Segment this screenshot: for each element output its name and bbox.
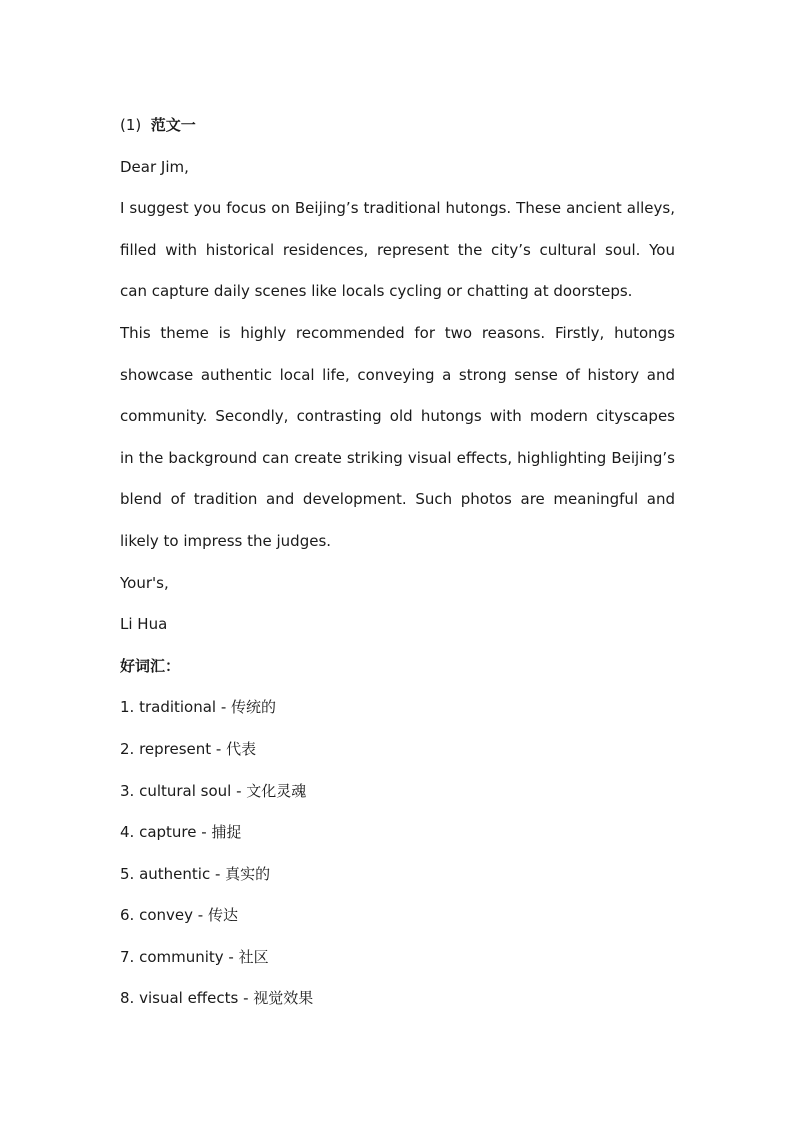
paragraph-line: community. Secondly, contrasting old hutongs with modern cityscapes — [120, 407, 675, 426]
section-title: 范文一 — [150, 116, 196, 134]
vocab-item: 6. convey - 传达 — [120, 906, 238, 925]
document-body — [120, 105, 675, 1020]
vocab-item: 4. capture - 捕捉 — [120, 823, 242, 842]
paragraph-line: showcase authentic local life, conveying a strong sense of history and — [120, 365, 675, 384]
vocab-item: 7. community - 社区 — [120, 947, 269, 966]
letter-greeting: Dear Jim, — [120, 157, 189, 176]
vocab-item: 2. represent - 代表 — [120, 739, 257, 758]
letter-signature: Li Hua — [120, 615, 168, 634]
paragraph-line: This theme is highly recommended for two reasons. Firstly, hutongs — [120, 323, 675, 342]
letter-paragraph-2 — [120, 313, 675, 563]
letter-paragraph-1 — [120, 188, 675, 313]
vocab-item: 3. cultural soul - 文化灵魂 — [120, 781, 307, 800]
paragraph-line: I suggest you focus on Beijing’s traditional hutongs. These ancient alleys, — [120, 199, 675, 218]
section-heading — [120, 105, 675, 147]
paragraph-line: can capture daily scenes like locals cycling or chatting at doorsteps. — [120, 282, 633, 301]
paragraph-line: likely to impress the judges. — [120, 531, 332, 550]
section-number: (1) — [120, 116, 142, 134]
vocab-item: 8. visual effects - 视觉效果 — [120, 989, 314, 1008]
paragraph-line: filled with historical residences, represent the city’s cultural soul. You — [120, 240, 675, 259]
letter-closing: Your's, — [120, 573, 169, 592]
vocab-title: 好词汇： — [120, 656, 181, 675]
vocab-item: 5. authentic - 真实的 — [120, 864, 271, 883]
vocab-item: 1. traditional - 传统的 — [120, 698, 277, 717]
paragraph-line: in the background can create striking visual effects, highlighting Beijing’s — [120, 448, 675, 467]
paragraph-line: blend of tradition and development. Such photos are meaningful and — [120, 490, 675, 509]
vocab-list — [120, 687, 675, 1020]
